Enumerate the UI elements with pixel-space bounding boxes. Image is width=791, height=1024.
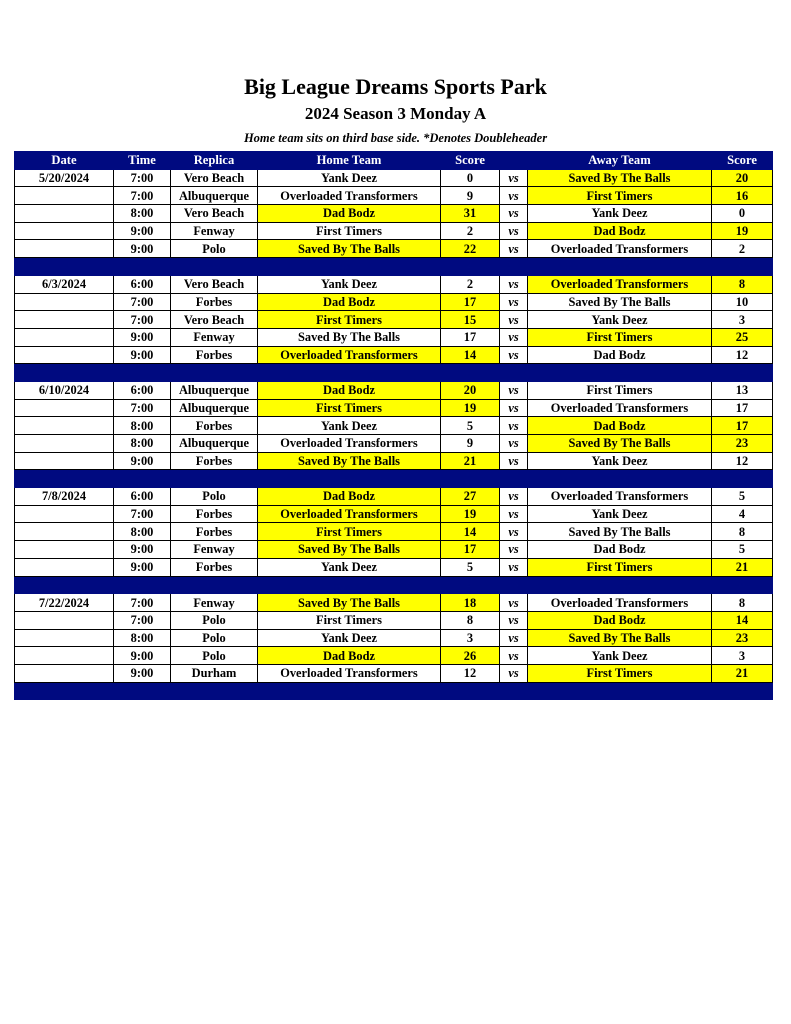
game-date [15, 417, 114, 435]
game-field: Albuquerque [171, 435, 258, 453]
away-score: 17 [712, 399, 773, 417]
game-date [15, 611, 114, 629]
col-header-home-score: Score [441, 152, 500, 170]
away-score: 5 [712, 541, 773, 559]
vs-label: vs [500, 399, 528, 417]
game-row [15, 399, 773, 417]
col-header-away-score: Score [712, 152, 773, 170]
game-time: 9:00 [114, 664, 171, 682]
home-score: 19 [441, 505, 500, 523]
game-row [15, 505, 773, 523]
game-row [15, 611, 773, 629]
game-field: Albuquerque [171, 399, 258, 417]
away-team: Saved By The Balls [528, 169, 712, 187]
game-date [15, 240, 114, 258]
separator-cell [500, 364, 528, 382]
home-score: 12 [441, 664, 500, 682]
game-time: 8:00 [114, 629, 171, 647]
separator-cell [712, 470, 773, 488]
home-team: Dad Bodz [258, 293, 441, 311]
game-field: Vero Beach [171, 311, 258, 329]
home-score: 2 [441, 222, 500, 240]
vs-label: vs [500, 293, 528, 311]
away-team: Yank Deez [528, 647, 712, 665]
away-team: Saved By The Balls [528, 435, 712, 453]
vs-label: vs [500, 558, 528, 576]
game-field: Polo [171, 611, 258, 629]
col-header-replica: Replica [171, 152, 258, 170]
game-field: Polo [171, 488, 258, 506]
away-team: First Timers [528, 381, 712, 399]
away-score: 3 [712, 647, 773, 665]
separator-cell [500, 576, 528, 594]
home-team: Saved By The Balls [258, 328, 441, 346]
game-row [15, 435, 773, 453]
week-separator-row [15, 682, 773, 700]
home-team: Overloaded Transformers [258, 187, 441, 205]
home-team: Dad Bodz [258, 205, 441, 223]
game-time: 9:00 [114, 328, 171, 346]
separator-cell [528, 576, 712, 594]
game-date [15, 346, 114, 364]
separator-cell [171, 470, 258, 488]
game-row [15, 664, 773, 682]
away-team: Overloaded Transformers [528, 399, 712, 417]
separator-cell [15, 576, 114, 594]
home-team: Yank Deez [258, 275, 441, 293]
vs-label: vs [500, 311, 528, 329]
separator-cell [15, 682, 114, 700]
week-separator-row [15, 576, 773, 594]
separator-cell [258, 258, 441, 276]
game-row [15, 488, 773, 506]
game-time: 9:00 [114, 452, 171, 470]
vs-label: vs [500, 222, 528, 240]
away-team: Saved By The Balls [528, 629, 712, 647]
away-team: Overloaded Transformers [528, 275, 712, 293]
home-team: Overloaded Transformers [258, 664, 441, 682]
game-row [15, 381, 773, 399]
game-field: Forbes [171, 523, 258, 541]
game-row [15, 647, 773, 665]
away-team: Overloaded Transformers [528, 240, 712, 258]
away-score: 3 [712, 311, 773, 329]
home-team: Saved By The Balls [258, 240, 441, 258]
game-date: 6/10/2024 [15, 381, 114, 399]
vs-label: vs [500, 381, 528, 399]
game-date [15, 523, 114, 541]
week-separator-row [15, 364, 773, 382]
home-score: 5 [441, 558, 500, 576]
home-score: 15 [441, 311, 500, 329]
home-team: Saved By The Balls [258, 541, 441, 559]
separator-cell [114, 576, 171, 594]
game-date [15, 187, 114, 205]
game-time: 7:00 [114, 187, 171, 205]
away-score: 8 [712, 275, 773, 293]
home-score: 26 [441, 647, 500, 665]
separator-cell [500, 470, 528, 488]
game-field: Forbes [171, 505, 258, 523]
away-team: First Timers [528, 664, 712, 682]
vs-label: vs [500, 240, 528, 258]
vs-label: vs [500, 541, 528, 559]
away-score: 12 [712, 346, 773, 364]
game-field: Fenway [171, 541, 258, 559]
home-score: 2 [441, 275, 500, 293]
separator-cell [15, 470, 114, 488]
away-team: Dad Bodz [528, 541, 712, 559]
away-team: Overloaded Transformers [528, 594, 712, 612]
away-score: 21 [712, 558, 773, 576]
game-time: 9:00 [114, 346, 171, 364]
vs-label: vs [500, 523, 528, 541]
away-score: 8 [712, 523, 773, 541]
vs-label: vs [500, 187, 528, 205]
vs-label: vs [500, 452, 528, 470]
separator-cell [500, 682, 528, 700]
away-team: Dad Bodz [528, 611, 712, 629]
away-score: 21 [712, 664, 773, 682]
game-field: Fenway [171, 328, 258, 346]
separator-cell [441, 364, 500, 382]
separator-cell [258, 576, 441, 594]
separator-cell [712, 682, 773, 700]
separator-cell [528, 682, 712, 700]
game-row [15, 328, 773, 346]
home-team: Yank Deez [258, 558, 441, 576]
away-score: 13 [712, 381, 773, 399]
game-field: Forbes [171, 417, 258, 435]
game-date [15, 452, 114, 470]
away-team: Yank Deez [528, 205, 712, 223]
separator-cell [441, 258, 500, 276]
game-date [15, 629, 114, 647]
game-field: Vero Beach [171, 205, 258, 223]
home-score: 9 [441, 187, 500, 205]
game-row [15, 240, 773, 258]
game-date [15, 664, 114, 682]
game-field: Polo [171, 629, 258, 647]
home-team: Saved By The Balls [258, 594, 441, 612]
game-row [15, 169, 773, 187]
away-score: 10 [712, 293, 773, 311]
game-row [15, 452, 773, 470]
game-field: Forbes [171, 293, 258, 311]
game-time: 8:00 [114, 435, 171, 453]
game-field: Albuquerque [171, 381, 258, 399]
game-row [15, 417, 773, 435]
game-time: 7:00 [114, 505, 171, 523]
away-team: Yank Deez [528, 452, 712, 470]
game-time: 7:00 [114, 293, 171, 311]
vs-label: vs [500, 488, 528, 506]
home-score: 27 [441, 488, 500, 506]
separator-cell [500, 258, 528, 276]
season-subtitle: 2024 Season 3 Monday A [304, 104, 487, 123]
home-team: Overloaded Transformers [258, 346, 441, 364]
col-header-vs [500, 152, 528, 170]
game-time: 7:00 [114, 611, 171, 629]
game-field: Polo [171, 240, 258, 258]
game-date: 7/8/2024 [15, 488, 114, 506]
away-team: Saved By The Balls [528, 293, 712, 311]
away-score: 4 [712, 505, 773, 523]
separator-cell [114, 682, 171, 700]
home-team: Overloaded Transformers [258, 435, 441, 453]
game-row [15, 558, 773, 576]
home-score: 18 [441, 594, 500, 612]
game-date: 6/3/2024 [15, 275, 114, 293]
game-time: 8:00 [114, 523, 171, 541]
game-field: Forbes [171, 558, 258, 576]
home-team: Yank Deez [258, 629, 441, 647]
separator-cell [258, 470, 441, 488]
game-date [15, 311, 114, 329]
separator-cell [114, 364, 171, 382]
week-separator-row [15, 258, 773, 276]
game-time: 7:00 [114, 399, 171, 417]
away-score: 23 [712, 629, 773, 647]
separator-cell [114, 470, 171, 488]
home-team: First Timers [258, 399, 441, 417]
game-date [15, 505, 114, 523]
away-score: 5 [712, 488, 773, 506]
home-score: 14 [441, 523, 500, 541]
vs-label: vs [500, 169, 528, 187]
home-score: 3 [441, 629, 500, 647]
col-header-time: Time [114, 152, 171, 170]
home-team: Dad Bodz [258, 488, 441, 506]
home-team-note: Home team sits on third base side. *Denotes Doubleheader [243, 131, 548, 145]
home-score: 0 [441, 169, 500, 187]
game-row [15, 275, 773, 293]
game-field: Fenway [171, 594, 258, 612]
home-score: 17 [441, 541, 500, 559]
col-header-home-team: Home Team [258, 152, 441, 170]
game-date [15, 435, 114, 453]
separator-cell [528, 470, 712, 488]
away-score: 23 [712, 435, 773, 453]
home-team: Dad Bodz [258, 381, 441, 399]
separator-cell [528, 364, 712, 382]
away-team: First Timers [528, 328, 712, 346]
game-field: Polo [171, 647, 258, 665]
game-field: Forbes [171, 452, 258, 470]
vs-label: vs [500, 594, 528, 612]
separator-cell [441, 682, 500, 700]
game-time: 9:00 [114, 647, 171, 665]
separator-cell [712, 258, 773, 276]
separator-cell [15, 364, 114, 382]
game-row [15, 346, 773, 364]
game-date: 7/22/2024 [15, 594, 114, 612]
game-date [15, 205, 114, 223]
game-time: 7:00 [114, 594, 171, 612]
separator-cell [171, 576, 258, 594]
home-score: 17 [441, 328, 500, 346]
home-score: 22 [441, 240, 500, 258]
game-date [15, 541, 114, 559]
away-score: 12 [712, 452, 773, 470]
home-score: 9 [441, 435, 500, 453]
game-row [15, 311, 773, 329]
col-header-date: Date [15, 152, 114, 170]
away-score: 8 [712, 594, 773, 612]
vs-label: vs [500, 275, 528, 293]
away-team: Dad Bodz [528, 417, 712, 435]
away-score: 2 [712, 240, 773, 258]
separator-cell [441, 470, 500, 488]
game-time: 6:00 [114, 488, 171, 506]
away-team: Dad Bodz [528, 222, 712, 240]
col-header-away-team: Away Team [528, 152, 712, 170]
game-time: 7:00 [114, 169, 171, 187]
home-score: 14 [441, 346, 500, 364]
home-score: 5 [441, 417, 500, 435]
separator-cell [171, 682, 258, 700]
home-team: Saved By The Balls [258, 452, 441, 470]
separator-cell [712, 364, 773, 382]
away-team: Overloaded Transformers [528, 488, 712, 506]
game-time: 9:00 [114, 558, 171, 576]
separator-cell [258, 364, 441, 382]
away-team: Saved By The Balls [528, 523, 712, 541]
separator-cell [528, 258, 712, 276]
game-time: 6:00 [114, 275, 171, 293]
week-separator-row [15, 470, 773, 488]
game-time: 9:00 [114, 240, 171, 258]
vs-label: vs [500, 435, 528, 453]
vs-label: vs [500, 205, 528, 223]
game-row [15, 594, 773, 612]
game-time: 9:00 [114, 222, 171, 240]
home-team: First Timers [258, 311, 441, 329]
vs-label: vs [500, 629, 528, 647]
away-score: 16 [712, 187, 773, 205]
schedule-body [15, 169, 773, 700]
vs-label: vs [500, 346, 528, 364]
home-team: First Timers [258, 222, 441, 240]
game-field: Vero Beach [171, 275, 258, 293]
game-field: Vero Beach [171, 169, 258, 187]
vs-label: vs [500, 664, 528, 682]
separator-cell [171, 364, 258, 382]
home-score: 31 [441, 205, 500, 223]
game-date [15, 647, 114, 665]
game-time: 8:00 [114, 205, 171, 223]
home-score: 19 [441, 399, 500, 417]
game-time: 6:00 [114, 381, 171, 399]
separator-cell [114, 258, 171, 276]
separator-cell [171, 258, 258, 276]
away-team: First Timers [528, 187, 712, 205]
game-field: Forbes [171, 346, 258, 364]
game-row [15, 541, 773, 559]
home-score: 20 [441, 381, 500, 399]
page-title: Big League Dreams Sports Park [244, 74, 547, 99]
separator-cell [712, 576, 773, 594]
vs-label: vs [500, 417, 528, 435]
game-row [15, 187, 773, 205]
game-row [15, 205, 773, 223]
home-team: Yank Deez [258, 417, 441, 435]
game-date: 5/20/2024 [15, 169, 114, 187]
separator-cell [441, 576, 500, 594]
home-team: First Timers [258, 523, 441, 541]
away-score: 20 [712, 169, 773, 187]
separator-cell [258, 682, 441, 700]
game-row [15, 222, 773, 240]
header-row [15, 152, 773, 170]
game-time: 7:00 [114, 311, 171, 329]
home-score: 8 [441, 611, 500, 629]
home-score: 17 [441, 293, 500, 311]
vs-label: vs [500, 505, 528, 523]
home-team: First Timers [258, 611, 441, 629]
game-date [15, 293, 114, 311]
away-score: 0 [712, 205, 773, 223]
game-field: Durham [171, 664, 258, 682]
away-team: Yank Deez [528, 311, 712, 329]
game-row [15, 629, 773, 647]
game-field: Fenway [171, 222, 258, 240]
vs-label: vs [500, 611, 528, 629]
vs-label: vs [500, 647, 528, 665]
game-row [15, 523, 773, 541]
home-score: 21 [441, 452, 500, 470]
game-date [15, 399, 114, 417]
separator-cell [15, 258, 114, 276]
away-score: 17 [712, 417, 773, 435]
home-team: Overloaded Transformers [258, 505, 441, 523]
game-time: 9:00 [114, 541, 171, 559]
game-field: Albuquerque [171, 187, 258, 205]
away-team: First Timers [528, 558, 712, 576]
home-team: Dad Bodz [258, 647, 441, 665]
away-score: 19 [712, 222, 773, 240]
away-team: Yank Deez [528, 505, 712, 523]
game-row [15, 293, 773, 311]
away-score: 14 [712, 611, 773, 629]
game-date [15, 558, 114, 576]
schedule-table [14, 151, 773, 700]
vs-label: vs [500, 328, 528, 346]
away-team: Dad Bodz [528, 346, 712, 364]
home-team: Yank Deez [258, 169, 441, 187]
game-date [15, 222, 114, 240]
away-score: 25 [712, 328, 773, 346]
game-time: 8:00 [114, 417, 171, 435]
game-date [15, 328, 114, 346]
